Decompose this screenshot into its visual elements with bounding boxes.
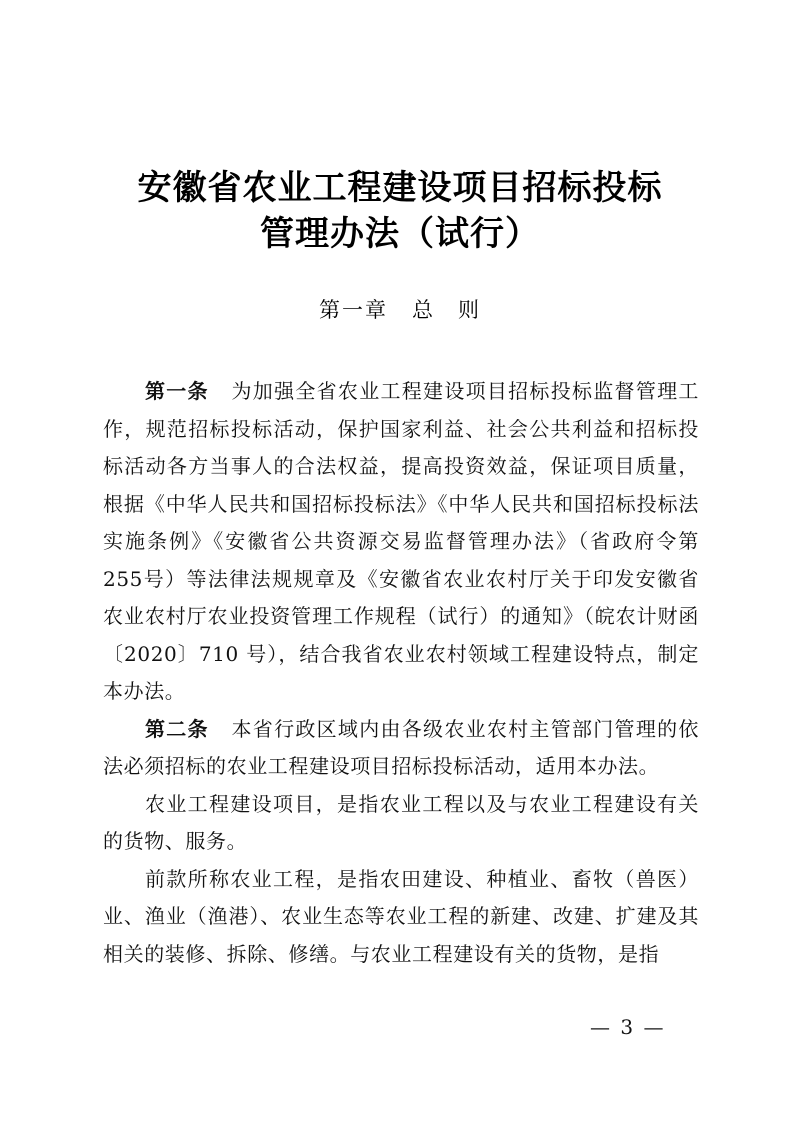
chapter-name: 总 则 xyxy=(412,298,481,322)
article-1-text: 为加强全省农业工程建设项目招标投标监督管理工作，规范招标投标活动，保护国家利益、社会公共利益和招标投标活动各方当事人的合法权益，提高投资效益，保证项目质量，根据《中华人民共和国招标投标法》《中华人民共和国招标投标法实施条例》《安徽省公共资源交易监督管理办法》（省政府令第255号）等法律法规规章及《安徽省农业农村厅关于印发安徽省农业农村厅农业投资管理工作规程（试行）的通知》（皖农计财函〔2020〕710 号），结合我省农业农村领域工程建设特点，制定本办法。 xyxy=(103,379,699,703)
paragraph-project-definition: 农业工程建设项目，是指农业工程以及与农业工程建设有关的货物、服务。 xyxy=(103,791,699,853)
article-1-label: 第一条 xyxy=(145,379,209,403)
chapter-label: 第一章 xyxy=(319,298,388,322)
page-number: — 3 — xyxy=(590,1015,666,1039)
document-title-line1: 安徽省农业工程建设项目招标投标 xyxy=(137,168,663,208)
chapter-heading xyxy=(0,295,800,325)
article-2 xyxy=(103,711,699,786)
article-2-label: 第二条 xyxy=(145,716,209,741)
document-title-line2: 管理办法（试行） xyxy=(260,214,540,254)
paragraph-engineering-definition: 前款所称农业工程，是指农田建设、种植业、畜牧（兽医）业、渔业（渔港）、农业生态等农业工程的新建、改建、扩建及其相关的装修、拆除、修缮。与农业工程建设有关的货物，是指 xyxy=(103,866,699,966)
document-body xyxy=(103,373,699,973)
article-2-text: 本省行政区域内由各级农业农村主管部门管理的依法必须招标的农业工程建设项目招标投标活动，适用本办法。 xyxy=(103,716,699,778)
article-1 xyxy=(103,373,699,711)
